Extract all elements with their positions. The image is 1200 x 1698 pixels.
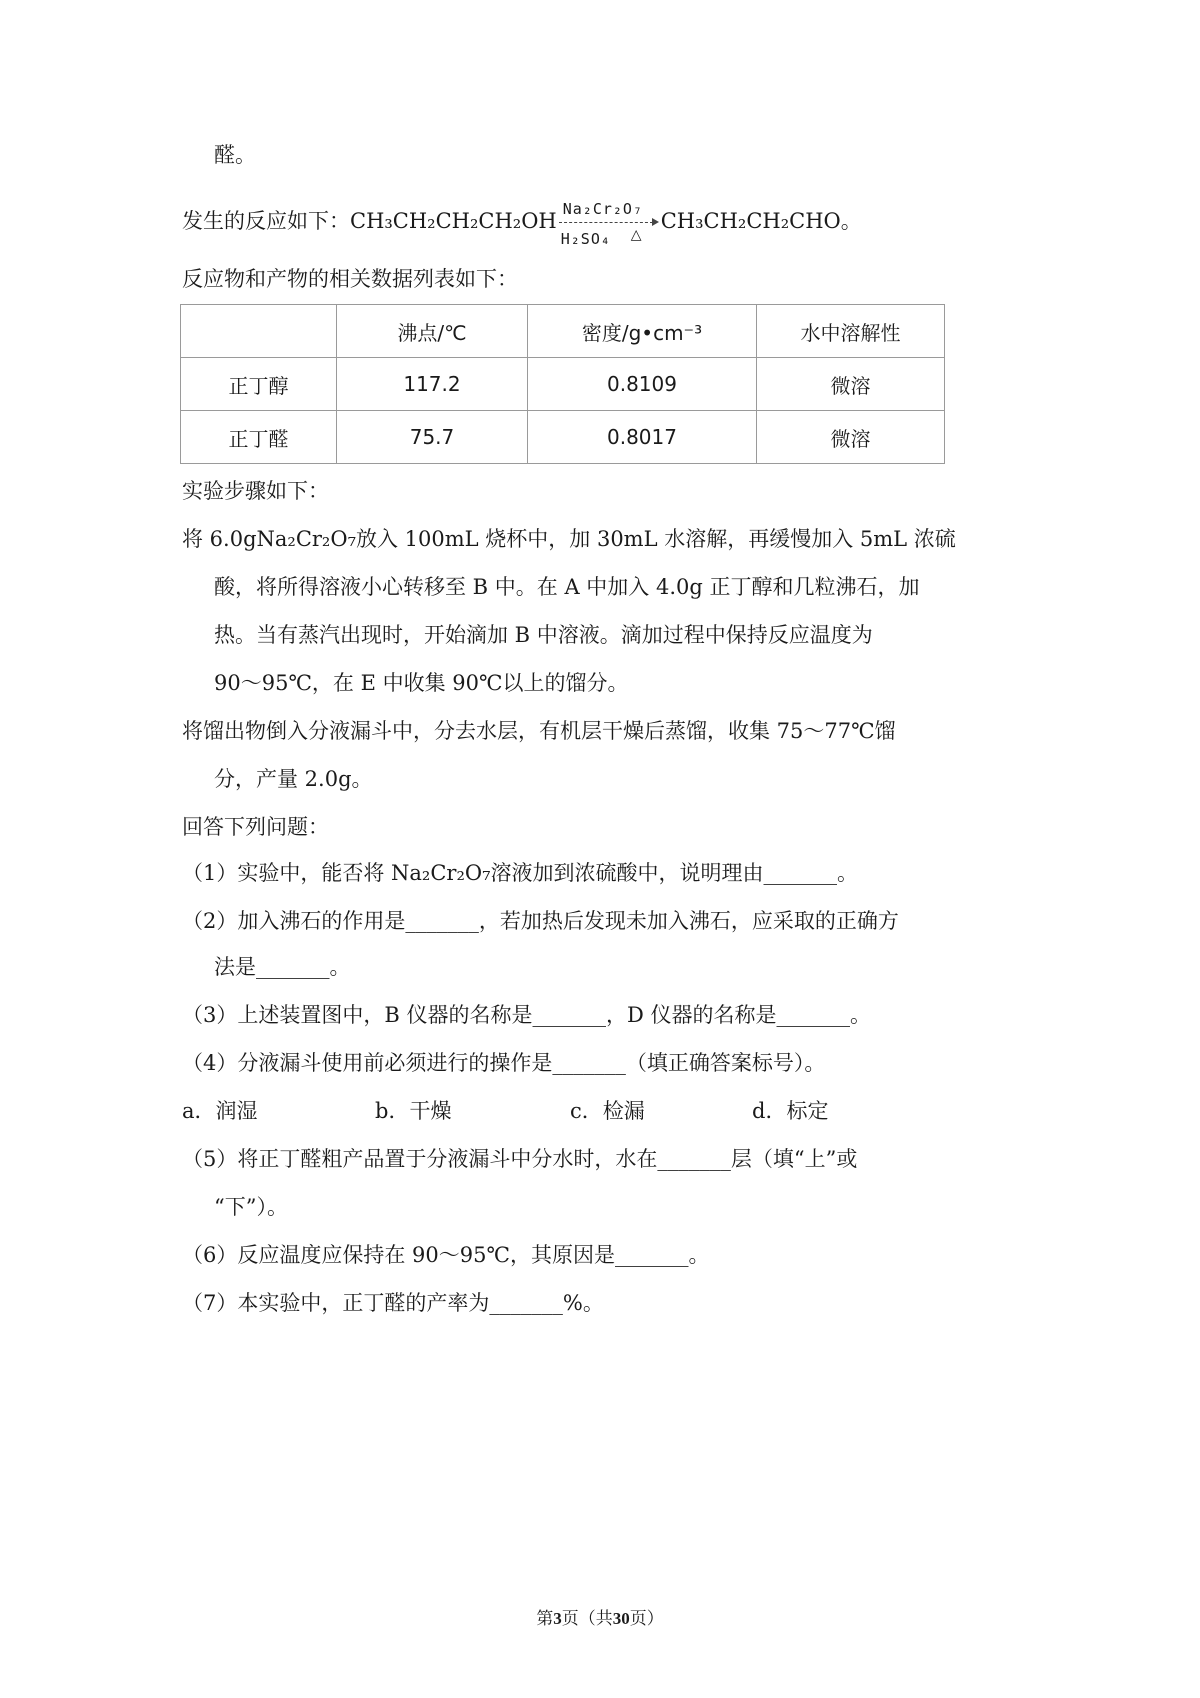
option-b: b．干燥 [375,1099,452,1123]
text-line-10: 分，产量 2.0g。 [214,767,373,791]
question-4: （4）分液漏斗使用前必须进行的操作是_______（填正确答案标号）。 [182,1051,826,1075]
reaction-line [182,199,862,248]
reaction-intro: 发生的反应如下： [182,209,350,233]
question-5-cont: “下”）。 [214,1195,288,1219]
option-d: d．标定 [752,1099,829,1123]
page-footer [0,1604,1200,1629]
table-row [181,411,945,464]
footer-total-pages: 30 [612,1609,630,1628]
footer-page-number: 3 [553,1609,562,1628]
question-2: （2）加入沸石的作用是_______，若加热后发现未加入沸石，应采取的正确方 [182,909,899,933]
data-table [180,304,945,464]
reaction-catalyst: H₂SO₄ [560,229,611,248]
question-5: （5）将正丁醛粗产品置于分液漏斗中分水时，水在_______层（填“上”或 [182,1147,858,1171]
table-cell: 正丁醇 [181,358,337,411]
option-a: a．润湿 [182,1099,258,1123]
table-cell: 微溶 [757,411,945,464]
reaction-product: CH₃CH₂CH₂CHO。 [660,209,862,233]
table-row [181,358,945,411]
text-line-1: 醛。 [214,143,256,167]
table-cell: 0.8017 [528,411,757,464]
footer-suffix: 页） [629,1609,664,1629]
table-cell: 0.8109 [528,358,757,411]
question-6: （6）反应温度应保持在 90～95℃，其原因是_______。 [182,1243,710,1267]
text-line-6: 酸，将所得溶液小心转移至 B 中。在 A 中加入 4.0g 正丁醇和几粒沸石，加 [214,575,920,599]
table-header-cell: 水中溶解性 [757,305,945,358]
footer-prefix: 第 [536,1609,554,1629]
question-7: （7）本实验中，正丁醛的产率为_______%。 [182,1291,604,1315]
text-line-3: 反应物和产物的相关数据列表如下： [182,267,518,291]
text-line-7: 热。当有蒸汽出现时，开始滴加 B 中溶液。滴加过程中保持反应温度为 [214,623,873,647]
table-cell: 75.7 [337,411,528,464]
question-2-cont: 法是_______。 [214,955,351,979]
text-line-5: 将 6.0gNa₂Cr₂O₇放入 100mL 烧杯中，加 30mL 水溶解，再缓慢加入 5mL 浓硫 [182,527,956,551]
text-line-8: 90～95℃，在 E 中收集 90℃以上的馏分。 [214,671,629,695]
table-header-row [181,305,945,358]
heat-symbol: △ [630,226,642,243]
table-cell: 正丁醛 [181,411,337,464]
table-header-cell: 沸点/℃ [337,305,528,358]
text-line-9: 将馏出物倒入分液漏斗中，分去水层，有机层干燥后蒸馏，收集 75～77℃馏 [182,719,896,743]
table-header-cell [181,305,337,358]
table-cell: 117.2 [337,358,528,411]
question-3: （3）上述装置图中，B 仪器的名称是_______，D 仪器的名称是_______。 [182,1003,871,1027]
option-c: c．检漏 [570,1099,645,1123]
reaction-arrow [559,199,659,248]
table-header-cell: 密度/g•cm⁻³ [528,305,757,358]
footer-mid: 页（共 [561,1609,613,1629]
table-cell: 微溶 [757,358,945,411]
text-line-11: 回答下列问题： [182,815,329,839]
question-1: （1）实验中，能否将 Na₂Cr₂O₇溶液加到浓硫酸中，说明理由_______。 [182,861,859,885]
reaction-reactant: CH₃CH₂CH₂CH₂OH [350,209,557,233]
text-line-4: 实验步骤如下： [182,479,329,503]
reaction-oxidant: Na₂Cr₂O₇ [562,199,643,218]
